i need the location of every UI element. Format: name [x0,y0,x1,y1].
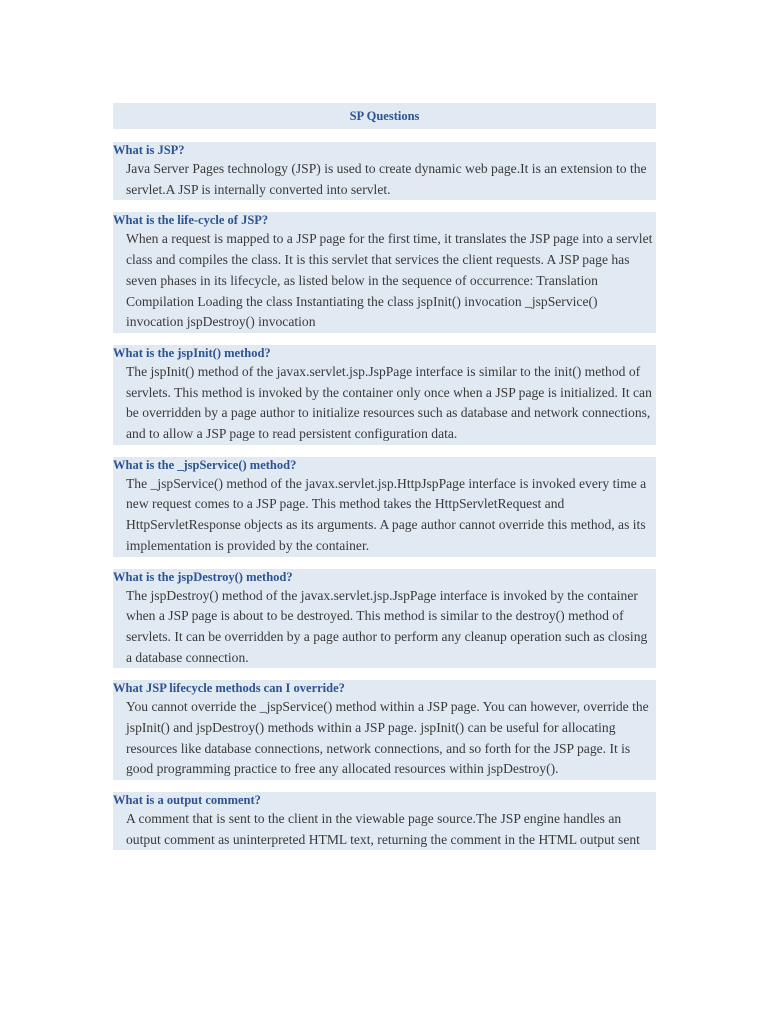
question-heading: What is the jspDestroy() method? [113,569,656,586]
question-heading: What is the life-cycle of JSP? [113,212,656,229]
qa-item [113,680,656,780]
answer-text: When a request is mapped to a JSP page for the first time, it translates the JSP page into a servlet class and compiles the class. It is this servlet that services the client requests. A JSP page has seven phases in its lifecycle, as listed below in the sequence of occurrence: Translation Compilation Loading the class Instantiating the class jspInit() invocation _jspService() invocation jspDestroy() invocation [113,229,656,333]
qa-item [113,212,656,333]
answer-text: You cannot override the _jspService() method within a JSP page. You can however, override the jspInit() and jspDestroy() methods within a JSP page. jspInit() can be useful for allocating resources like database connections, network connections, and so forth for the JSP page. It is good programming practice to free any allocated resources within jspDestroy(). [113,697,656,780]
answer-text: The _jspService() method of the javax.servlet.jsp.HttpJspPage interface is invoked every time a new request comes to a JSP page. This method takes the HttpServletRequest and HttpServletResponse objects as its arguments. A page author cannot override this method, as its implementation is provided by the container. [113,474,656,557]
document-title: SP Questions [349,108,420,123]
question-heading: What is JSP? [113,142,656,159]
answer-text: The jspInit() method of the javax.servlet.jsp.JspPage interface is similar to the init() method of servlets. This method is invoked by the container only once when a JSP page is initialized. It can be overridden by a page author to initialize resources such as database and network connections, and to allow a JSP page to read persistent configuration data. [113,362,656,445]
qa-item [113,457,656,557]
qa-item [113,142,656,200]
title-band [113,103,656,129]
question-heading: What JSP lifecycle methods can I override? [113,680,656,697]
question-heading: What is the jspInit() method? [113,345,656,362]
document-page [113,103,656,850]
qa-item [113,569,656,669]
answer-text: The jspDestroy() method of the javax.servlet.jsp.JspPage interface is invoked by the container when a JSP page is about to be destroyed. This method is similar to the destroy() method of servlets. It can be overridden by a page author to perform any cleanup operation such as closing a database connection. [113,586,656,669]
qa-item [113,345,656,445]
answer-text: A comment that is sent to the client in the viewable page source.The JSP engine handles an output comment as uninterpreted HTML text, returning the comment in the HTML output sent [113,809,656,850]
question-heading: What is a output comment? [113,792,656,809]
answer-text: Java Server Pages technology (JSP) is used to create dynamic web page.It is an extension to the servlet.A JSP is internally converted into servlet. [113,159,656,200]
qa-item [113,792,656,850]
question-heading: What is the _jspService() method? [113,457,656,474]
